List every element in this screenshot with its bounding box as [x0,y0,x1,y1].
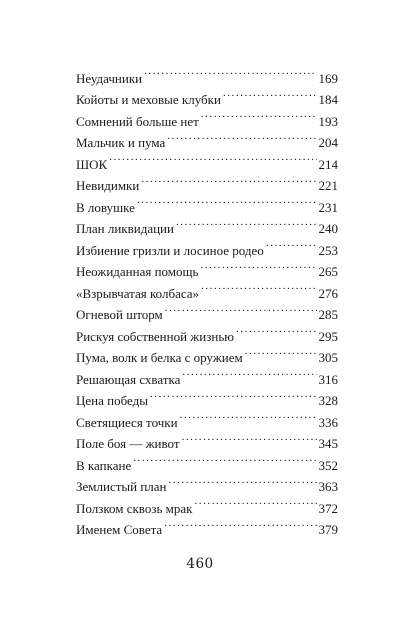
toc-entry-page: 336 [318,414,338,430]
toc-entry-title: Землистый план [76,479,167,494]
toc-entry-title: Рискуя собственной жизнью [76,328,234,344]
toc-entry-title: Решающая схватка [76,371,181,387]
toc-dot-leader [180,405,317,427]
toc-entry-page: 316 [318,371,338,387]
toc-entry-page: 169 [318,70,338,86]
toc-entry-title: Именем Совета [76,522,163,537]
toc-dot-leader [169,470,317,492]
toc-entry-page: 214 [318,156,338,172]
toc-entry-title: В ловушке [76,199,135,215]
toc-dot-leader [201,104,317,126]
toc-entry-title: «Взрывчатая колбаса» [76,285,200,301]
toc-entry-title: Мальчик и пума [76,135,166,150]
toc-entry-title: Невидимки [76,178,140,193]
toc-dot-leader [236,319,317,341]
toc-entry-page: 253 [318,242,338,258]
toc-entry-page: 221 [318,178,338,193]
toc-dot-leader [182,362,316,384]
toc-entry-title: Избиение гризли и лосиное родео [76,242,264,258]
toc-entry-title: Сомнений больше нет [76,113,199,129]
toc-entry-title: Неудачники [76,70,143,86]
toc-entry-page: 363 [318,479,338,494]
toc-entry-title: Цена победы [76,393,148,408]
toc-entry-page: 184 [318,92,338,107]
toc-entry-page: 240 [318,221,338,236]
page-number: 460 [186,556,214,572]
toc-entry-page: 379 [318,522,338,537]
toc-entry-page: 328 [318,393,338,408]
toc-entry-title: ШОК [76,156,108,172]
toc-entry-page: 345 [318,436,338,451]
toc-entry-title: Поле боя — живот [76,436,180,451]
toc-entry-title: Неожиданная помощь [76,264,199,279]
toc-entry-title: Ползком сквозь мрак [76,500,193,516]
toc-entry [76,147,338,172]
toc-entry-title: В капкане [76,457,132,473]
toc-entry-page: 204 [318,135,338,150]
toc-dot-leader [137,190,317,212]
toc-entry [76,61,338,86]
toc-entry-page: 372 [318,500,338,516]
toc-entry-page: 285 [318,307,338,322]
toc-dot-leader [133,448,316,470]
toc-dot-leader [245,341,317,363]
toc-entry-page: 265 [318,264,338,279]
toc-dot-leader [150,384,317,406]
toc-entry-page: 193 [318,113,338,129]
toc-dot-leader [195,491,317,513]
table-of-contents [76,61,338,537]
toc-dot-leader [182,427,317,449]
toc-entry-page: 305 [318,350,338,365]
toc-entry [76,169,338,191]
toc-entry-title: Огневой шторм [76,307,163,322]
toc-dot-leader [200,255,316,277]
toc-entry-page: 276 [318,285,338,301]
toc-dot-leader [223,83,317,105]
toc-dot-leader [176,212,317,234]
toc-dot-leader [141,169,316,191]
toc-dot-leader [165,298,317,320]
toc-dot-leader [164,513,316,535]
toc-entry-title: План ликвидации [76,221,174,236]
toc-entry-page: 295 [318,328,338,344]
toc-entry-title: Койоты и меховые клубки [76,92,221,107]
toc-dot-leader [144,61,316,83]
toc-entry-title: Пума, волк и белка с оружием [76,350,243,365]
toc-entry-page: 231 [318,199,338,215]
toc-dot-leader [167,126,316,148]
toc-dot-leader [201,276,316,298]
toc-entry-page: 352 [318,457,338,473]
toc-dot-leader [266,233,317,255]
toc-dot-leader [109,147,316,169]
toc-entry-title: Светящиеся точки [76,414,178,430]
